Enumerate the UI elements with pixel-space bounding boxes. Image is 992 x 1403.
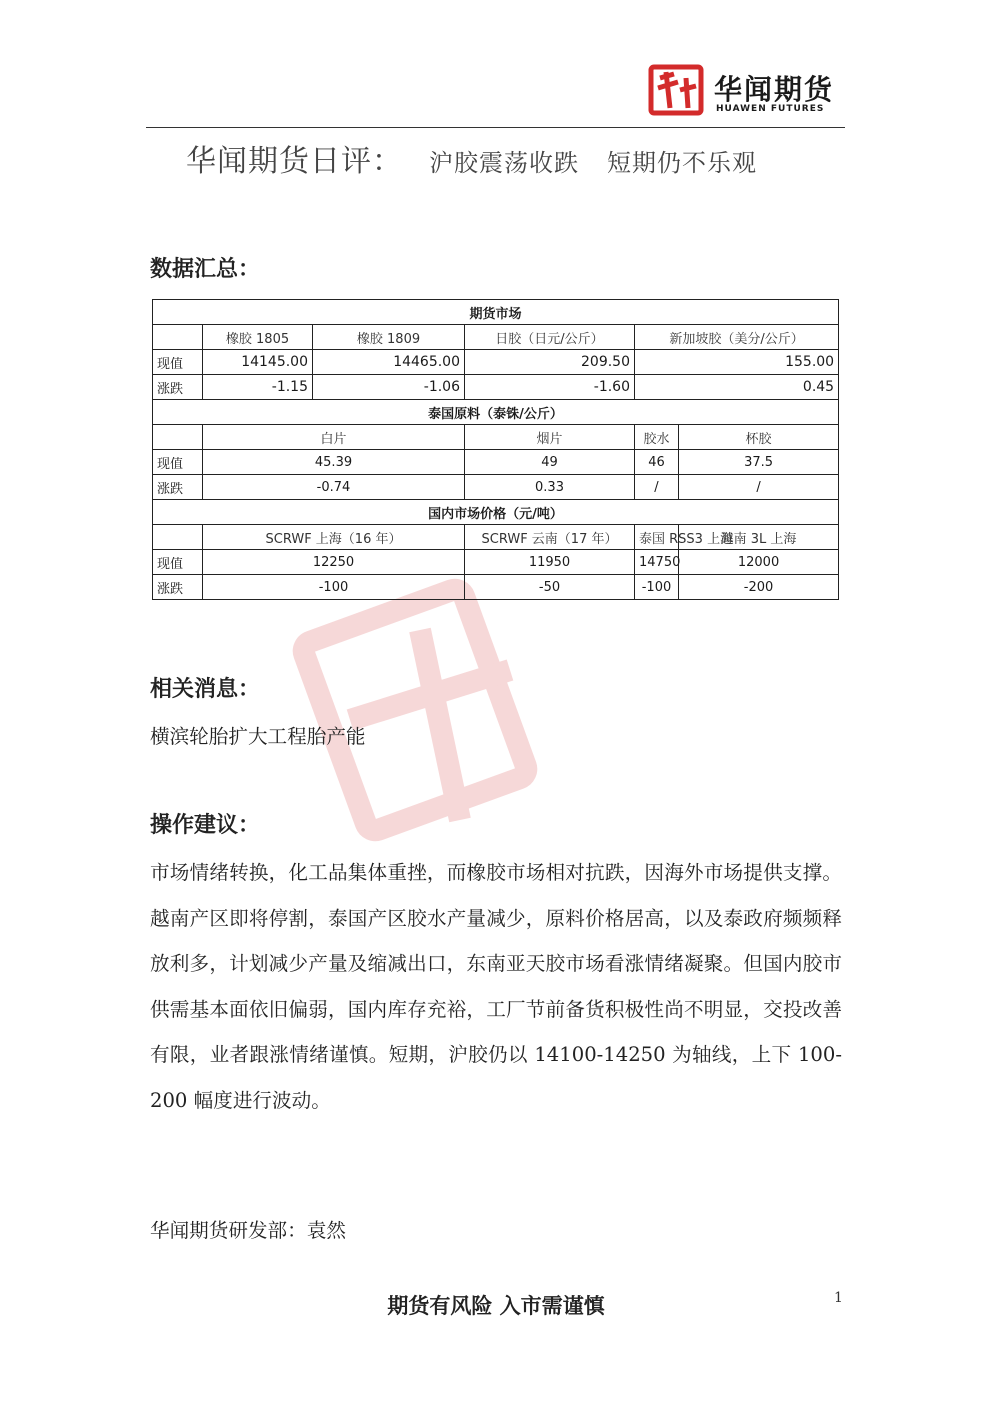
table-cell: 0.33 [465,475,635,500]
table-cell: 49 [465,450,635,475]
table-cell: / [679,475,839,500]
futures-group-title: 期货市场 [153,300,839,325]
author-line: 华闻期货研发部：袁然 [150,1219,346,1242]
thai-header: 胶水 [635,425,679,450]
domestic-group-title: 国内市场价格（元/吨） [153,500,839,525]
thai-group-title: 泰国原料（泰铢/公斤） [153,400,839,425]
advice-heading: 操作建议： [150,812,261,838]
row-label: 现值 [153,350,203,375]
table-cell: -0.74 [203,475,465,500]
table-cell: 46 [635,450,679,475]
table-cell: 45.39 [203,450,465,475]
table-cell: 155.00 [635,350,839,375]
table-cell: 14145.00 [203,350,313,375]
table-cell: 11950 [465,550,635,575]
table-cell: 209.50 [465,350,635,375]
title-sub1: 沪胶震荡收跌 [429,149,579,177]
table-cell: -1.06 [313,375,465,400]
table-cell: -200 [679,575,839,600]
futures-header: 新加坡胶（美分/公斤） [635,325,839,350]
thai-header: 白片 [203,425,465,450]
title-sub2: 短期仍不乐观 [607,149,757,177]
table-cell: 12000 [679,550,839,575]
domestic-header: 泰国 RSS3 上海 [635,525,679,550]
table-cell: 12250 [203,550,465,575]
table-cell: -50 [465,575,635,600]
row-label: 涨跌 [153,475,203,500]
futures-corner [153,325,203,350]
market-data-table [152,299,839,600]
thai-header: 杯胶 [679,425,839,450]
futures-header: 日胶（日元/公斤） [465,325,635,350]
news-heading: 相关消息： [150,676,261,702]
domestic-header: SCRWF 云南（17 年） [465,525,635,550]
domestic-header: 越南 3L 上海 [679,525,839,550]
risk-disclaimer: 期货有风险 入市需谨慎 [387,1294,605,1318]
futures-header: 橡胶 1805 [203,325,313,350]
data-summary-heading: 数据汇总： [150,256,261,282]
header-rule [146,127,845,128]
table-cell: 14750 [635,550,679,575]
table-cell: -100 [635,575,679,600]
table-cell: 37.5 [679,450,839,475]
row-label: 现值 [153,450,203,475]
row-label: 涨跌 [153,375,203,400]
row-label: 涨跌 [153,575,203,600]
logo-chinese-name: 华闻期货 [714,73,835,106]
table-cell: 0.45 [635,375,839,400]
domestic-corner [153,525,203,550]
huawen-logo-icon [648,64,704,116]
table-cell: -100 [203,575,465,600]
news-text: 横滨轮胎扩大工程胎产能 [150,725,366,748]
logo-english-name: HUAWEN FUTURES [716,104,825,114]
company-logo [648,64,848,118]
futures-header: 橡胶 1809 [313,325,465,350]
advice-text: 市场情绪转换，化工品集体重挫，而橡胶市场相对抗跌，因海外市场提供支撑。越南产区即将停割，泰国产区胶水产量减少，原料价格居高，以及泰政府频频释放利多，计划减少产量及缩减出口，东南亚天胶市场看涨情绪凝聚。但国内胶市供需基本面依旧偏弱，国内库存充裕，工厂节前备货积极性尚不明显，交投改善有限，业者跟涨情绪谨慎。短期，沪胶仍以 14100-14250 为轴线，上下 100-200 幅度进行波动。 [150,861,842,1112]
table-cell: 14465.00 [313,350,465,375]
table-cell: -1.15 [203,375,313,400]
title-main: 华闻期货日评： [186,144,403,179]
table-cell: / [635,475,679,500]
page-number: 1 [834,1290,843,1306]
thai-header: 烟片 [465,425,635,450]
table-cell: -1.60 [465,375,635,400]
domestic-header: SCRWF 上海（16 年） [203,525,465,550]
page-title [186,136,757,180]
thai-corner [153,425,203,450]
row-label: 现值 [153,550,203,575]
